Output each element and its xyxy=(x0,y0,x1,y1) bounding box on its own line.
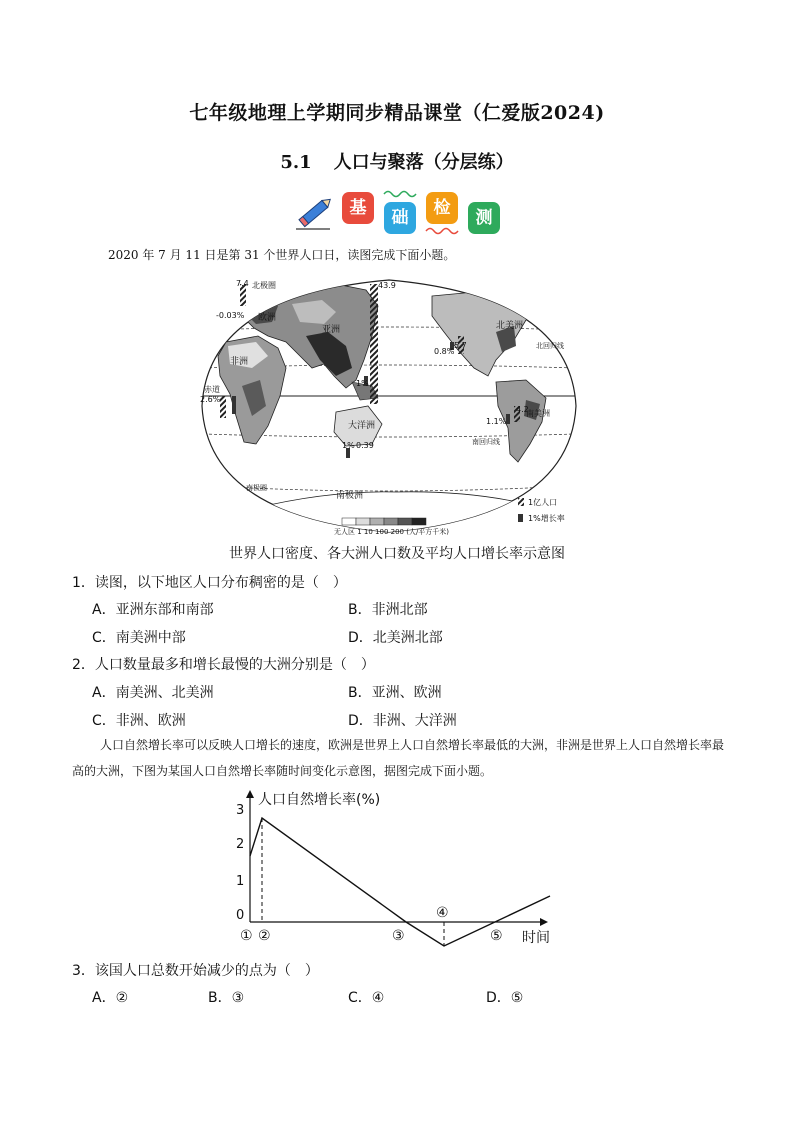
question-3-option-d[interactable]: D．⑤ xyxy=(486,990,524,1006)
question-2-option-c[interactable]: C．非洲、欧洲 xyxy=(92,713,186,729)
question-3-stem: 3．该国人口总数开始减少的点为（ ） xyxy=(72,963,319,979)
sa-pop-label: 4.2 xyxy=(516,405,529,414)
tropic-capricorn-label: 南回归线 xyxy=(472,438,500,446)
question-2-option-a[interactable]: A．南美洲、北美洲 xyxy=(92,685,214,701)
world-population-map xyxy=(196,276,582,536)
intro-text: 2020 年 7 月 11 日是第 31 个世界人口日，读图完成下面小题。 xyxy=(108,248,456,262)
page-title: 七年级地理上学期同步精品课堂（仁爱版2024) xyxy=(189,102,605,124)
africa-rate-label: 2.6% xyxy=(200,395,221,404)
question-1-stem: 1．读图，以下地区人口分布稠密的是（ ） xyxy=(72,575,347,591)
oceania-pop-label: 0.39 xyxy=(356,441,374,450)
tropic-cancer-label: 北回归线 xyxy=(536,342,564,350)
na-rate-label: 0.8% xyxy=(434,347,455,356)
question-3-option-a[interactable]: A．② xyxy=(92,990,129,1006)
basic-test-banner xyxy=(296,188,506,238)
oceania-label: 大洋洲 xyxy=(348,421,376,431)
question-3-option-c[interactable]: C．④ xyxy=(348,990,385,1006)
europe-rate-label: -0.03% xyxy=(216,311,245,320)
y-axis-label: 人口自然增长率(%) xyxy=(258,792,381,808)
point-2-label: ② xyxy=(258,928,271,944)
antarctica-label: 南极洲 xyxy=(336,491,364,501)
equator-label: 赤道 xyxy=(204,385,220,394)
point-4-label: ④ xyxy=(436,905,449,921)
legend-density-labels: 无人区 1 10 100 200 (人/平方千米) xyxy=(334,528,450,536)
africa-pop-bar xyxy=(220,396,226,418)
europe-label: 欧洲 xyxy=(258,313,277,323)
question-1-option-b[interactable]: B．非洲北部 xyxy=(348,602,428,618)
legend-rate-unit: 1%增长率 xyxy=(528,514,565,523)
section-title: 人口与聚落（分层练） xyxy=(333,152,514,173)
point-5-label: ⑤ xyxy=(490,928,503,944)
asia-label: 亚洲 xyxy=(322,325,341,335)
section-heading xyxy=(0,148,794,174)
africa-label: 非洲 xyxy=(230,357,249,367)
badge-jian: 检 xyxy=(426,192,458,224)
africa-rate-bar xyxy=(232,396,236,414)
point-1-label: ① xyxy=(240,928,253,944)
x-axis-label: 时间 xyxy=(522,930,550,946)
question-1-option-c[interactable]: C．南美洲中部 xyxy=(92,630,186,646)
badge-chu: 础 xyxy=(384,202,416,234)
antarctic-circle-label: 南极圈 xyxy=(246,484,267,492)
wave-decoration-icon xyxy=(382,188,422,198)
y-tick-2: 2 xyxy=(236,837,245,852)
asia-rate-label: 1% xyxy=(356,379,369,388)
y-tick-1: 1 xyxy=(236,874,245,889)
question-1-option-d[interactable]: D．北美洲北部 xyxy=(348,630,443,646)
sa-rate-label: 1.1% xyxy=(486,417,507,426)
x-axis-arrow-icon xyxy=(540,918,548,926)
question-3-option-b[interactable]: B．③ xyxy=(208,990,245,1006)
question-2-option-b[interactable]: B．亚洲、欧洲 xyxy=(348,685,442,701)
y-tick-3: 3 xyxy=(236,803,245,818)
question-1-option-a[interactable]: A．亚洲东部和南部 xyxy=(92,602,214,618)
badge-ji: 基 xyxy=(342,192,374,224)
section-number: 5.1 xyxy=(280,152,312,173)
legend-pop-unit: 1亿人口 xyxy=(528,498,558,507)
y-tick-0: 0 xyxy=(236,908,245,923)
context-paragraph: 人口自然增长率可以反映人口增长的速度，欧洲是世界上人口自然增长率最低的大洲，非洲是世界上人口自然增长率最高的大洲，下图为某国人口自然增长率随时间变化示意图，据图完成下面小题。 xyxy=(72,738,725,778)
question-2-option-d[interactable]: D．非洲、大洋洲 xyxy=(348,713,457,729)
pencil-icon xyxy=(296,192,336,232)
asia-pop-bar xyxy=(370,284,378,404)
wave-decoration-icon xyxy=(424,226,464,236)
north-america-label: 北美洲 xyxy=(496,321,524,331)
badge-ce: 测 xyxy=(468,202,500,234)
europe-pop-label: 7.4 xyxy=(236,279,249,288)
question-2-stem: 2．人口数量最多和增长最慢的大洲分别是（ ） xyxy=(72,657,375,673)
map-caption: 世界人口密度、各大洲人口数及平均人口增长率示意图 xyxy=(229,546,565,562)
south-america-label: 南美洲 xyxy=(526,409,550,418)
north-pole-label: 北极圈 xyxy=(252,281,276,290)
na-pop-label: 5.7 xyxy=(454,341,467,350)
asia-pop-label: 43.9 xyxy=(378,281,396,290)
point-3-label: ③ xyxy=(392,928,405,944)
growth-rate-line xyxy=(250,818,550,946)
oceania-rate-label: 1% xyxy=(342,441,355,450)
y-axis-arrow-icon xyxy=(246,790,254,798)
growth-rate-graph xyxy=(226,788,572,954)
sa-rate-bar xyxy=(506,414,510,424)
